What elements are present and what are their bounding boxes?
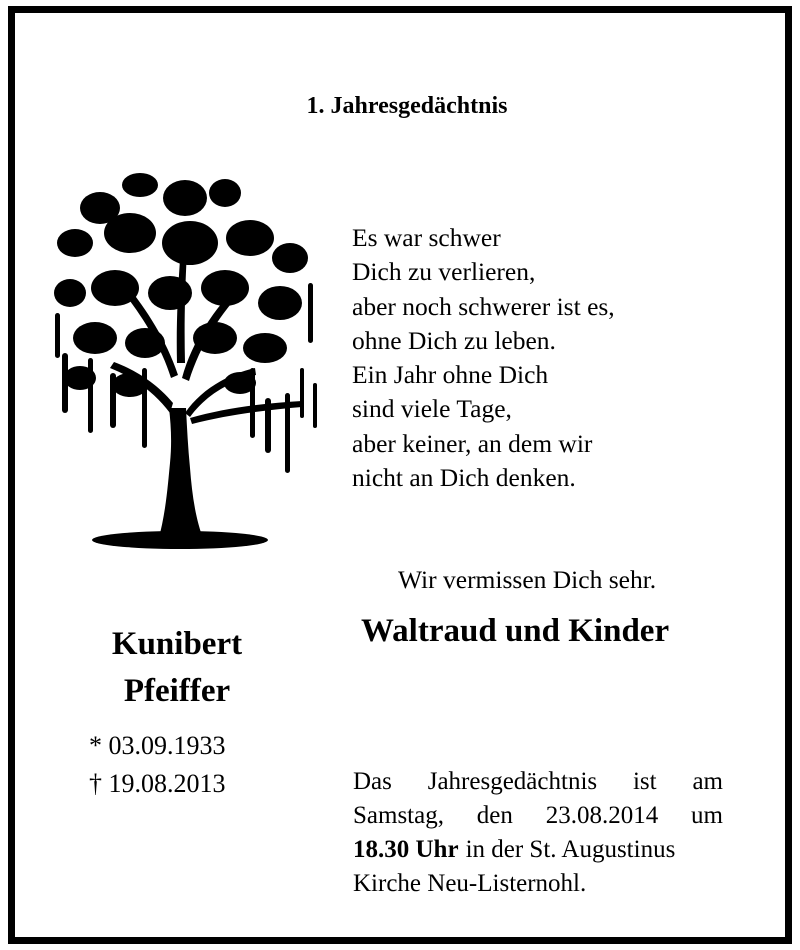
notice-word: ist (632, 768, 657, 795)
poem-line: Dich zu verlieren, (352, 257, 536, 287)
notice-line (353, 833, 723, 867)
poem-line: aber keiner, an dem wir (352, 428, 593, 458)
service-time: 18.30 Uhr (353, 836, 459, 863)
memorial-poem (352, 221, 615, 495)
closing-line: Wir vermissen Dich sehr. (398, 565, 657, 594)
notice-line (353, 799, 723, 833)
service-location: in der St. Augustinus (465, 836, 676, 863)
tree-silhouette-icon (40, 163, 330, 558)
notice-line (353, 867, 723, 901)
poem-line: nicht an Dich denken. (352, 463, 576, 493)
notice-line (353, 765, 723, 799)
anniversary-heading: 1. Jahresgedächtnis (306, 93, 508, 119)
poem-line: sind viele Tage, (352, 394, 512, 424)
notice-word: am (692, 768, 723, 795)
signers: Waltraud und Kinder (361, 613, 670, 649)
notice-word: den (476, 802, 513, 829)
poem-line: Es war schwer (352, 223, 501, 252)
notice-word: Samstag, (353, 802, 444, 829)
poem-line: aber noch schwerer ist es, (352, 291, 615, 321)
notice-word: 23.08.2014 (545, 802, 659, 829)
poem-line: Ein Jahr ohne Dich (352, 360, 549, 390)
notice-word: Jahresgedächtnis (427, 768, 598, 795)
obituary-frame (8, 6, 792, 944)
service-notice (353, 765, 723, 901)
notice-word: um (691, 802, 723, 829)
deceased-first-name: Kunibert (111, 626, 243, 662)
death-date: † 19.08.2013 (89, 769, 226, 798)
church-name: Kirche Neu-Listernohl. (353, 870, 587, 897)
deceased-last-name: Pfeiffer (123, 673, 231, 709)
birth-date: * 03.09.1933 (89, 731, 226, 760)
notice-word: Das (353, 768, 392, 795)
poem-line: ohne Dich zu leben. (352, 325, 556, 355)
